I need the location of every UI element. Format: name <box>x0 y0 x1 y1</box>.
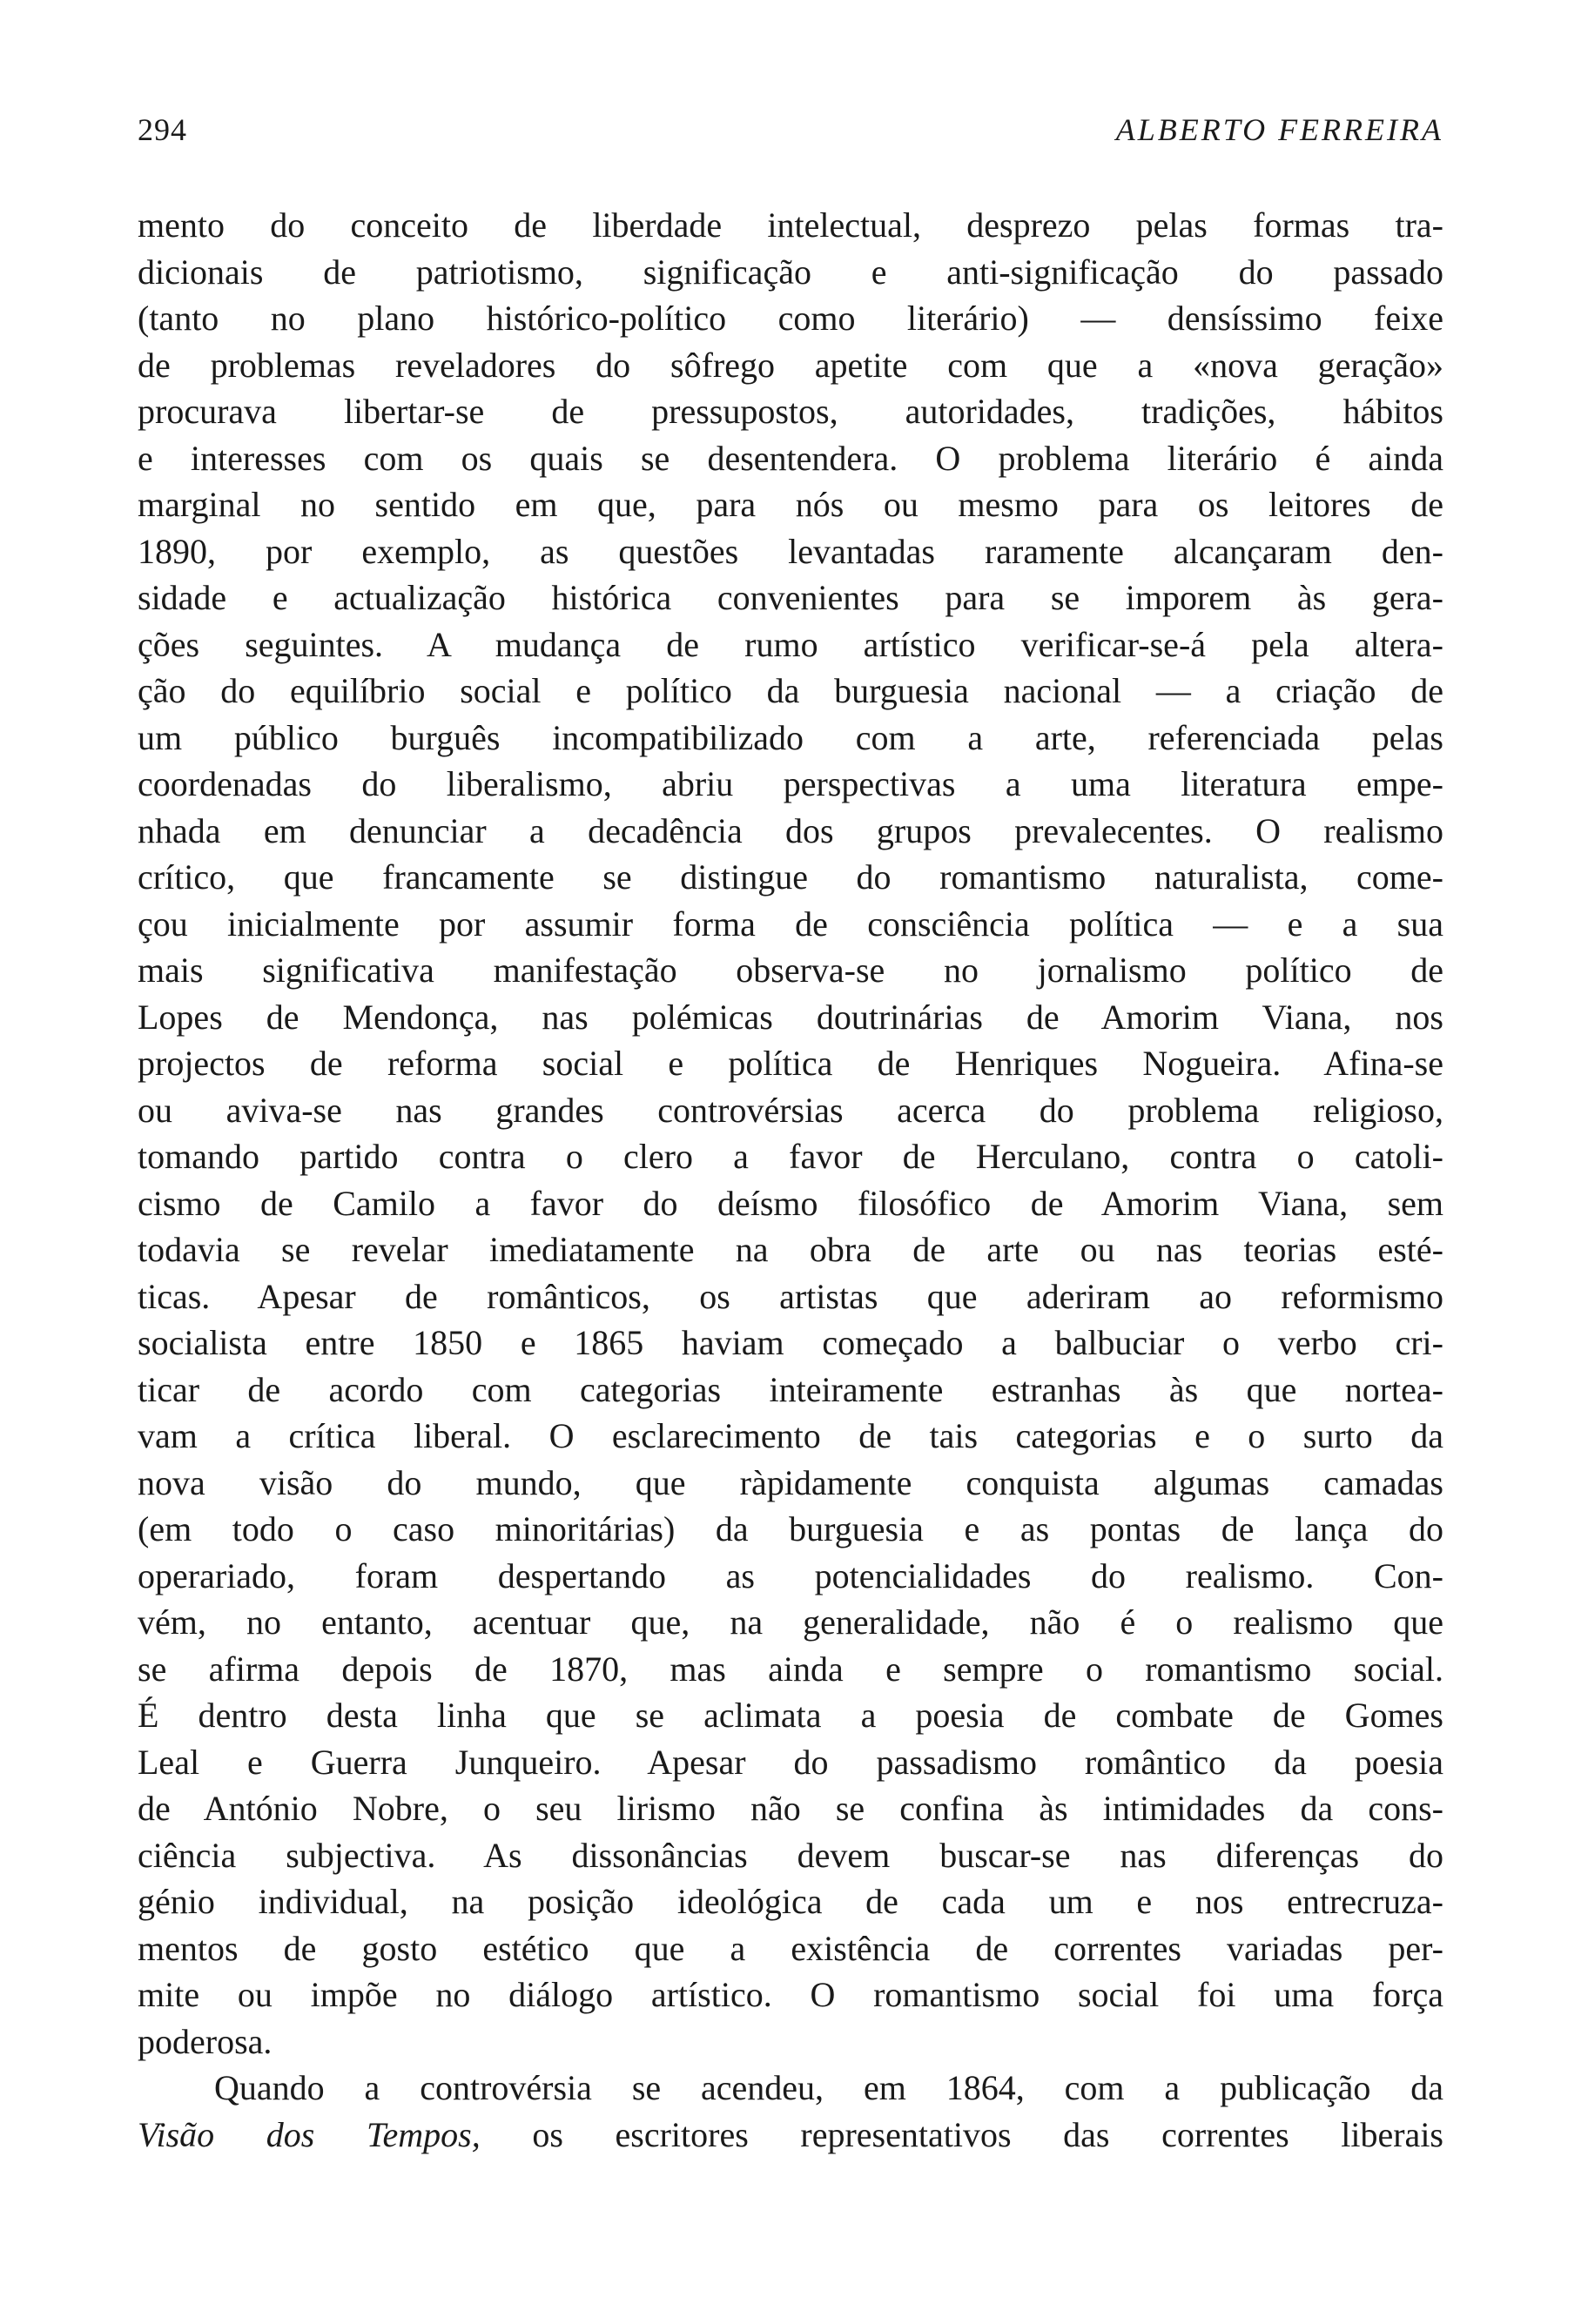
text-line: mentos de gosto estético que a existência de correntes variadas per- <box>138 1928 1443 1968</box>
text-line: ticas. Apesar de românticos, os artistas que aderiram ao reformismo <box>138 1276 1443 1316</box>
text-line: mais significativa manifestação observa-se no jornalismo político de <box>138 950 1443 990</box>
text-line: mite ou impõe no diálogo artístico. O romantismo social foi uma força <box>138 1975 1443 2014</box>
text-line: ção do equilíbrio social e político da burguesia nacional — a criação de <box>138 671 1443 710</box>
text-line: ções seguintes. A mudança de rumo artístico verificar-se-á pela altera- <box>138 624 1443 664</box>
text-line: Lopes de Mendonça, nas polémicas doutrinárias de Amorim Viana, nos <box>138 997 1443 1037</box>
text-line: génio individual, na posição ideológica de cada um e nos entrecruza- <box>138 1882 1443 1921</box>
text-line: poderosa. <box>138 2021 273 2061</box>
text-line: marginal no sentido em que, para nós ou mesmo para os leitores de <box>138 485 1443 524</box>
text-line: ou aviva-se nas grandes controvérsias acerca do problema religioso, <box>138 1090 1443 1130</box>
text-line: cismo de Camilo a favor do deísmo filosófico de Amorim Viana, sem <box>138 1183 1443 1223</box>
page-header <box>138 111 1443 160</box>
page-number: 294 <box>138 112 187 147</box>
paragraph-2 <box>138 2065 1443 2158</box>
text-line: Quando a controvérsia se acendeu, em 1864, com a publicação da <box>214 2068 1443 2107</box>
paragraph-1 <box>138 202 1443 2065</box>
text-line: de problemas reveladores do sôfrego apetite com que a «nova geração» <box>138 345 1443 385</box>
text-line: vém, no entanto, acentuar que, na generalidade, não é o realismo que <box>138 1602 1443 1642</box>
text-line: todavia se revelar imediatamente na obra de arte ou nas teorias esté- <box>138 1230 1443 1269</box>
text-line: sidade e actualização histórica convenientes para se imporem às gera- <box>138 578 1443 617</box>
text-line: de António Nobre, o seu lirismo não se confina às intimidades da cons- <box>138 1789 1443 1828</box>
text-line-rest: os escritores representativos das correntes liberais <box>480 2114 1443 2154</box>
text-line: projectos de reforma social e política de Henriques Nogueira. Afina-se <box>138 1044 1443 1083</box>
text-line: coordenadas do liberalismo, abriu perspectivas a uma literatura empe- <box>138 764 1443 803</box>
text-line: se afirma depois de 1870, mas ainda e sempre o romantismo social. <box>138 1649 1443 1689</box>
text-line: mento do conceito de liberdade intelectual, desprezo pelas formas tra- <box>138 205 1443 245</box>
text-line: (tanto no plano histórico-político como literário) — densíssimo feixe <box>138 299 1443 338</box>
text-line: crítico, que francamente se distingue do romantismo naturalista, come- <box>138 857 1443 897</box>
text-line: vam a crítica liberal. O esclarecimento de tais categorias e o surto da <box>138 1416 1443 1455</box>
text-line: socialista entre 1850 e 1865 haviam começado a balbuciar o verbo cri- <box>138 1323 1443 1362</box>
book-title-visao-dos-tempos: Visão dos Tempos, <box>138 2114 481 2154</box>
text-line: ticar de acordo com categorias inteiramente estranhas às que nortea- <box>138 1369 1443 1409</box>
running-head-author: ALBERTO FERREIRA <box>1115 112 1443 147</box>
text-line: ciência subjectiva. As dissonâncias devem buscar-se nas diferenças do <box>138 1835 1443 1875</box>
text-line: um público burguês incompatibilizado com a arte, referenciada pelas <box>138 717 1443 757</box>
text-line: procurava libertar-se de pressupostos, autoridades, tradições, hábitos <box>138 392 1443 431</box>
text-line: dicionais de patriotismo, significação e anti-significação do passado <box>138 252 1443 292</box>
text-line: É dentro desta linha que se aclimata a poesia de combate de Gomes <box>138 1696 1443 1735</box>
text-line <box>138 2112 1443 2159</box>
text-line: 1890, por exemplo, as questões levantadas raramente alcançaram den- <box>138 531 1443 571</box>
text-line: Leal e Guerra Junqueiro. Apesar do passadismo romântico da poesia <box>138 1742 1443 1782</box>
text-line: e interesses com os quais se desentendera. O problema literário é ainda <box>138 438 1443 478</box>
text-line: tomando partido contra o clero a favor de Herculano, contra o catoli- <box>138 1137 1443 1176</box>
text-line: nhada em denunciar a decadência dos grupos prevalecentes. O realismo <box>138 810 1443 850</box>
text-line: operariado, foram despertando as potencialidades do realismo. Con- <box>138 1555 1443 1595</box>
text-line: nova visão do mundo, que ràpidamente conquista algumas camadas <box>138 1462 1443 1502</box>
body-text <box>138 202 1443 2158</box>
text-line: çou inicialmente por assumir forma de consciência política — e a sua <box>138 903 1443 944</box>
text-line: (em todo o caso minoritárias) da burguesia e as pontas de lança do <box>138 1509 1443 1548</box>
